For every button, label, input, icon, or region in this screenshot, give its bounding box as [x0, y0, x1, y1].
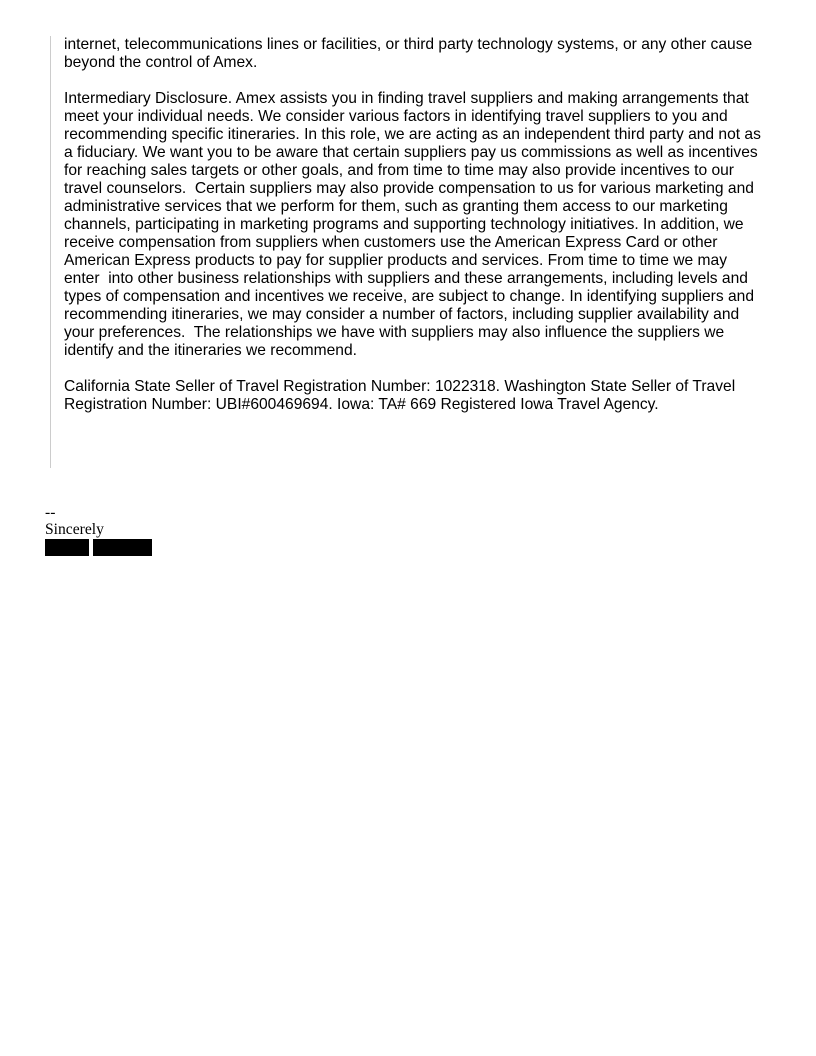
- signature-separator: --: [45, 504, 56, 521]
- quoted-paragraph-registration-numbers: California State Seller of Travel Registration Number: 1022318. Washington State Seller of Travel Registration Number: UBI#600469694. Iowa: TA# 669 Registered Iowa Travel Agency.: [64, 378, 740, 413]
- signature-closing: Sincerely: [45, 521, 104, 538]
- redaction-bar-last-name: [93, 539, 152, 556]
- quoted-paragraph-liability: internet, telecommunications lines or facilities, or third party technology systems, or any other cause beyond the control of Amex.: [64, 36, 757, 71]
- quoted-text-block: [50, 36, 766, 468]
- redaction-bar-first-name: [45, 539, 89, 556]
- quoted-paragraph-intermediary-disclosure: Intermediary Disclosure. Amex assists you in finding travel suppliers and making arrangements that meet your individual needs. We consider various factors in identifying travel suppliers to you and recommending specific itineraries. In this role, we are acting as an independent third party and not as a fiduciary. We want you to be aware that certain suppliers pay us commissions as well as incentives for reaching sales targets or other goals, and from time to time may also provide incentives to our travel counselors. Certain suppliers may also provide compensation to us for various marketing and administrative services that we perform for them, such as granting them access to our marketing channels, participating in marketing programs and supporting technology initiatives. In addition, we receive compensation from suppliers when customers use the American Express Card or other American Express products to pay for supplier products and services. From time to time we may enter into other business relationships with suppliers and these arrangements, including levels and types of compensation and incentives we receive, are subject to change. In identifying suppliers and recommending itineraries, we may consider a number of factors, including supplier availability and your preferences. The relationships we have with suppliers may also influence the suppliers we identify and the itineraries we recommend.: [64, 90, 766, 359]
- signature-block: [45, 504, 104, 538]
